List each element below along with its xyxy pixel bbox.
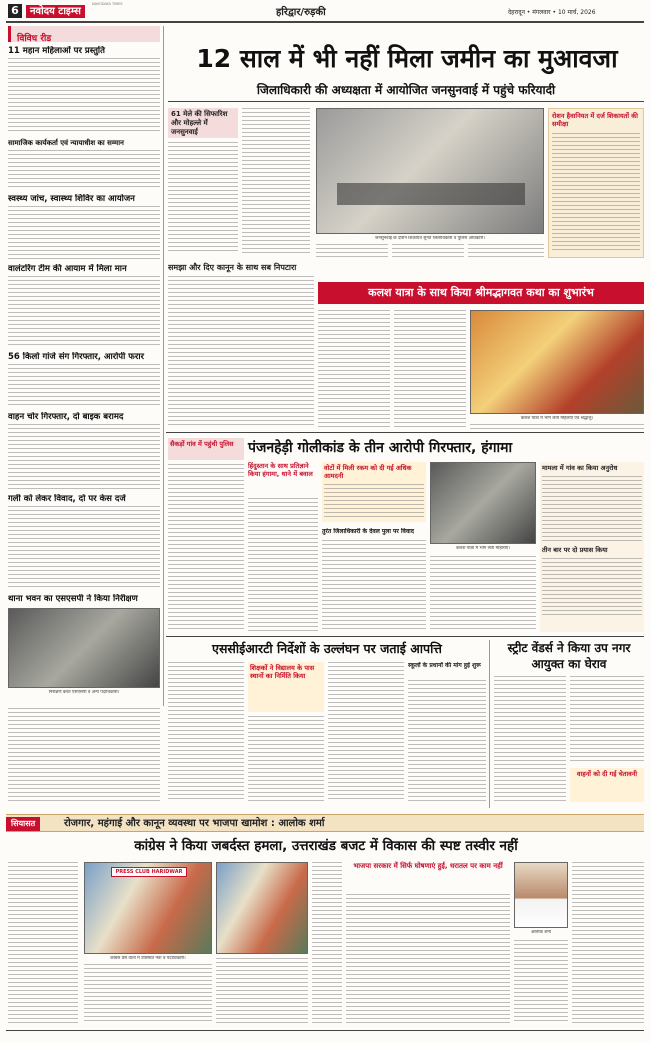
press-photo-caption: कांग्रेस प्रेस वार्ता में उपस्थित नेता व पदाधिकारी। (110, 956, 186, 961)
ribbon-label: सियासत (6, 817, 40, 831)
street-box-title: वाहनों को दी गई चेतावनी (576, 770, 638, 778)
news-title-6: वाहन चोर गिरफ्तार, दो बाइक बरामद (8, 412, 124, 422)
lead-subheadline: जिलाधिकारी की अध्यक्षता में आयोजित जनसुनवाई में पहुंचे फरियादी (256, 83, 556, 97)
lead-body-col2 (242, 108, 310, 254)
news-body-1 (8, 58, 160, 134)
news-body-2 (8, 150, 160, 190)
bottom-body-col4 (312, 862, 342, 1024)
bottom-body-col3 (216, 958, 308, 1024)
left-lower-body (8, 708, 160, 802)
lead-kicker-box (168, 108, 238, 138)
dateline: देहरादून • मंगलवार • 10 मार्च, 2026 (508, 9, 596, 16)
street-headline: स्ट्रीट वेंडर्स ने किया उप नगर आयुक्त का घेराव (507, 641, 631, 671)
bottom-headline: कांग्रेस ने किया जबर्दस्त हमला, उत्तराखंड बजट में विकास की स्पष्ट तस्वीर नहीं (134, 838, 518, 854)
street-box (570, 768, 644, 802)
lead-body-col1 (168, 142, 238, 254)
scert-top-rule (166, 636, 644, 637)
law-story-body (168, 276, 314, 428)
lead-body-col4 (392, 244, 464, 260)
firing-headline: पंजनहेड़ी गोलीकांड के तीन आरोपी गिरफ्तार, हंगामा (248, 440, 513, 456)
kalash-headline-bar (318, 282, 644, 304)
firing-photo-caption: कलश यात्रा में भाग लेती महिलाएं। (456, 546, 510, 551)
bottom-body-col6 (572, 862, 644, 1024)
news-body-6 (8, 424, 160, 490)
kalash-headline: कलश यात्रा के साथ किया श्रीमद्भागवत कथा का शुभारंभ (368, 286, 594, 299)
press-conference-photo (84, 862, 212, 954)
scert-box-title: शिक्षकों ने विद्यालय के पास स्थानों का निर्मिति किया (250, 664, 315, 680)
alok-sharma-portrait (514, 862, 568, 928)
firing-right-title2: तीन बार पर दो प्रयास किया (542, 546, 608, 554)
scert-box (248, 662, 324, 712)
news-body-3 (8, 206, 160, 260)
street-divider (489, 640, 490, 808)
lead-rule (168, 101, 644, 102)
kalash-photo-caption: कलश यात्रा में भाग लेती महिलाएं एवं श्रद्धालु। (520, 416, 594, 421)
firing-sub3: तुरंत जिलाधिकारी के देवल पुला पर विवाद (322, 528, 414, 535)
news-title-8: थाना भवन का एसएसपी ने किया निरीक्षण (8, 594, 138, 604)
firing-protest-photo (430, 462, 536, 544)
public-hearing-photo (316, 108, 544, 234)
scert-headline: एससीईआरटी निर्देशों के उल्लंघन पर जताई आपत्ति (212, 641, 442, 656)
section-name: हरिद्वार/रुड़की (276, 7, 326, 18)
bottom-body-col1 (8, 862, 78, 1024)
firing-sub2: हिंदुस्तान के साथ प्रतिज्ञाने किया हंगामा, थाने में बवाल (248, 462, 313, 478)
masthead-logo: नवोदय टाइम्स (26, 5, 85, 18)
portrait-caption: आलोक शर्मा (530, 930, 552, 935)
street-body-col1 (494, 676, 566, 802)
lead-headline: 12 साल में भी नहीं मिला जमीन का मुआवजा (196, 44, 618, 73)
bottom-right-kicker: भाजपा सरकार में सिर्फ घोषणाएं हुई, धरातल पर काम नहीं (353, 862, 503, 870)
ribbon (6, 814, 644, 832)
firing-top-rule (166, 432, 644, 433)
news-title-4: वालंटरिंग टीम की आयाम में मिला मान (8, 264, 127, 274)
bottom-body-col2 (84, 964, 212, 1024)
ssp-inspection-photo (8, 608, 160, 688)
left-column-label (8, 26, 160, 42)
street-body-col2 (570, 676, 644, 764)
news-body-4 (8, 276, 160, 348)
firing-body-col1 (168, 464, 244, 632)
review-sidebar-body (552, 133, 640, 251)
bottom-body-col5 (346, 894, 510, 1024)
header-rule (6, 21, 644, 23)
firing-box-title: वोटों में मिली रकम को दी गई अधिक आमदनी (324, 464, 412, 480)
masthead-small-print: NAVODAYA TIMES (92, 2, 123, 6)
hearing-photo-caption: जनसुनवाई के दौरान शिकायत सुनते जिलाधिकारी व पुलिस अधिकारी। (375, 236, 485, 241)
firing-body-col3 (322, 540, 426, 632)
bottom-right-kicker-box (346, 862, 510, 890)
lead-body-col3 (316, 244, 388, 260)
news-title-2: सामाजिक कार्यकर्ता एवं न्यायाधीश का सम्मान (8, 139, 124, 147)
kalash-yatra-photo (470, 310, 644, 414)
firing-body-col4 (430, 556, 536, 632)
news-title-1: 11 महान महिलाओं पर प्रस्तुति (8, 46, 105, 56)
news-title-7: गली को लेकर विवाद, दो पर केस दर्ज (8, 494, 126, 504)
left-column-label-text: विविध रीड (17, 34, 52, 44)
firing-right-body2 (542, 558, 642, 618)
scert-body-col1 (168, 662, 244, 802)
kalash-body-col3 (470, 424, 644, 432)
scert-body-col2 (248, 716, 324, 802)
bottom-body-col7 (514, 940, 568, 1024)
scert-body-col4 (408, 680, 486, 802)
firing-right-box (540, 462, 644, 632)
news-body-7 (8, 506, 160, 588)
review-sidebar (548, 108, 644, 258)
firing-right-body (542, 476, 642, 542)
law-story-headline: समझा और दिए कानून के साथ सब निपटारा (168, 263, 297, 272)
press-conference-photo-2 (216, 862, 308, 954)
left-column-divider (163, 26, 164, 706)
left-column (8, 26, 160, 706)
kalash-body-col1 (318, 310, 390, 428)
page-header (0, 0, 650, 22)
firing-right-title: मामला में गांव का किया अनुरोध (542, 464, 618, 472)
news-title-3: स्वस्थ्य जांच, स्वास्थ्य शिविर का आयोजन (8, 194, 135, 204)
news-title-5: 56 किलो गांजे संग गिरफ्तार, आरोपी फरार (8, 352, 145, 362)
scert-box2: स्कूलों के प्रधानों की मांग हुई शुरू (408, 662, 481, 669)
lead-body-col5 (468, 244, 544, 260)
ribbon-text: रोजगार, महंगाई और कानून व्यवस्था पर भाजपा खामोश : आलोक शर्मा (64, 818, 325, 829)
firing-body-col2 (248, 498, 318, 632)
firing-box-body (324, 484, 424, 518)
firing-box (322, 462, 426, 522)
press-board-text: PRESS CLUB HARIDWAR (115, 869, 183, 875)
kalash-body-col2 (394, 310, 466, 428)
news-body-5 (8, 364, 160, 408)
ssp-photo-caption: निरीक्षण करते एसएसपी व अन्य पदाधिकारी। (48, 690, 120, 695)
firing-side-kicker-box (168, 438, 244, 460)
footer-rule (6, 1030, 644, 1031)
firing-side-kicker: सैकड़ों गांव में पहुंची पुलिस (170, 440, 234, 448)
lead-kicker: 61 मेले की सिफारिश और मोहल्ले में जनसुनवाई (171, 110, 228, 136)
scert-body-col3 (328, 662, 404, 802)
page-number: 6 (8, 4, 22, 18)
review-sidebar-title: रोशन हैवानियत में दर्ज शिकायतों की समीक्षा (552, 112, 638, 128)
hearing-photo-table (337, 183, 525, 205)
press-board (111, 867, 187, 877)
